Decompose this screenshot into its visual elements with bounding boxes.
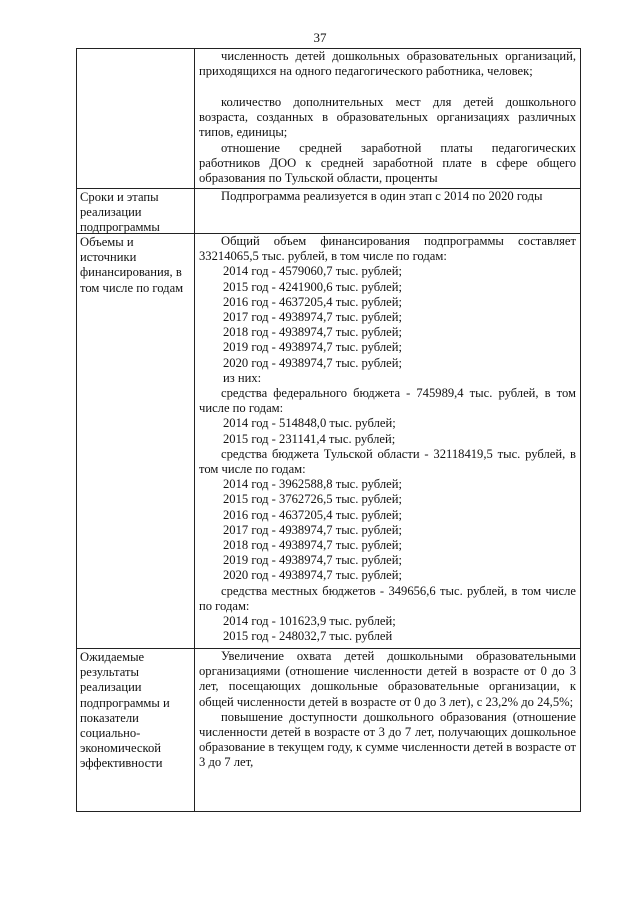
row-content	[195, 234, 581, 649]
year-line: 2016 год - 4637205,4 тыс. рублей;	[223, 294, 403, 309]
year-line: 2019 год - 4938974,7 тыс. рублей;	[223, 553, 403, 568]
row-label: Объемы и источники финансирования, в том числе по годам	[80, 235, 184, 295]
year-line: 2020 год - 4938974,7 тыс. рублей;	[223, 355, 403, 370]
row-label-empty	[77, 49, 195, 189]
year-line: 2020 год - 4938974,7 тыс. рублей;	[223, 568, 403, 583]
year-line: 2017 год - 4938974,7 тыс. рублей;	[223, 310, 403, 325]
year-line: 2015 год - 3762726,5 тыс. рублей;	[223, 492, 403, 507]
page-number: 37	[313, 30, 327, 45]
year-line: 2014 год - 4579060,7 тыс. рублей;	[223, 264, 403, 279]
table-row-financing	[77, 234, 581, 649]
row-label: Сроки и этапы реализации подпрограммы	[80, 190, 160, 235]
year-line: 2015 год - 231141,4 тыс. рублей;	[223, 431, 396, 446]
year-line: 2018 год - 4938974,7 тыс. рублей;	[223, 325, 403, 340]
table-row-results	[77, 649, 581, 812]
row-label-cell	[77, 234, 195, 649]
row-content	[195, 49, 581, 189]
indicator-text: количество дополнительных мест для детей дошкольного возраста, созданных в образовательных организациях различных типов, единицы;	[199, 95, 576, 140]
row-label-cell	[77, 189, 195, 234]
terms-text: Подпрограмма реализуется в один этап с 2014 по 2020 годы	[221, 189, 543, 203]
year-line: 2015 год - 4241900,6 тыс. рублей;	[223, 279, 403, 294]
year-line: 2018 год - 4938974,7 тыс. рублей;	[223, 538, 403, 553]
result-item: повышение доступности дошкольного образования (отношение численности детей в возрасте от 3 до 7 лет, получающих дошкольное образование в текущем году, к сумме численности детей в возрасте от 3 до 7 лет,	[199, 709, 576, 770]
local-budget: средства местных бюджетов - 349656,6 тыс. рублей, в том числе по годам:	[199, 583, 576, 613]
regional-budget: средства бюджета Тульской области - 32118419,5 тыс. рублей, в том числе по годам:	[199, 446, 576, 477]
row-label: Ожидаемые результаты реализации подпрограммы и показатели социально-экономической эффективности	[80, 650, 170, 771]
year-line: 2014 год - 3962588,8 тыс. рублей;	[223, 477, 403, 492]
year-line: 2016 год - 4637205,4 тыс. рублей;	[223, 507, 403, 522]
row-label-cell	[77, 649, 195, 812]
of-them-label: из них:	[223, 370, 262, 385]
financing-total: Общий объем финансирования подпрограммы составляет 33214065,5 тыс. рублей, в том числе по годам:	[199, 234, 576, 264]
table-row-continuation	[77, 49, 581, 189]
year-line: 2019 год - 4938974,7 тыс. рублей;	[223, 340, 403, 355]
passport-table	[76, 48, 581, 812]
table-row-terms	[77, 189, 581, 234]
indicator-text: численность детей дошкольных образовательных организаций, приходящихся на одного педагогического работника, человек;	[199, 49, 576, 79]
indicator-text: отношение средней заработной платы педагогических работников ДОО к средней заработной плате в сфере общего образования по Тульской области, проценты	[199, 141, 576, 186]
row-content	[195, 649, 581, 812]
row-content	[195, 189, 581, 234]
year-line: 2017 год - 4938974,7 тыс. рублей;	[223, 522, 403, 537]
federal-budget: средства федерального бюджета - 745989,4 тыс. рублей, в том числе по годам:	[199, 386, 576, 416]
result-item: Увеличение охвата детей дошкольными образовательными организациями (отношение численности детей в возрасте от 0 до 3 лет, посещающих дошкольные образовательные организации, к общей численности детей в возрасте от 0 до 3 лет), с 23,2% до 24,5%;	[199, 649, 576, 709]
year-line: 2015 год - 248032,7 тыс. рублей	[223, 629, 393, 644]
year-line: 2014 год - 101623,9 тыс. рублей;	[223, 614, 396, 629]
year-line: 2014 год - 514848,0 тыс. рублей;	[223, 416, 396, 431]
